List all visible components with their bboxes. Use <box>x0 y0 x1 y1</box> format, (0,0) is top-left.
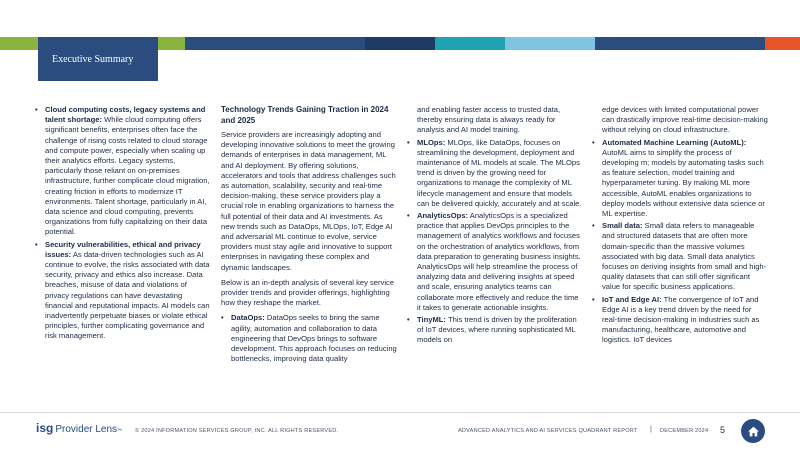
bullet-heading: Security vulnerabilities, ethical and privacy issues: <box>45 239 201 259</box>
logo-trademark: ™ <box>117 428 123 434</box>
logo-isg: isg <box>36 421 54 435</box>
bullet-heading: DataOps: <box>231 313 265 323</box>
color-segment <box>435 37 505 50</box>
footer-divider <box>0 412 800 413</box>
column-1 <box>35 105 211 344</box>
paragraph: Below is an in-depth analysis of several key service provider trends and provider offerings, highlighting how they reshape the market. <box>221 277 395 308</box>
bullet-analyticsops <box>407 211 583 313</box>
continued-text: and enabling faster access to trusted data, thereby ensuring data is always ready for analysis and AI model training. <box>417 105 561 135</box>
bullet-text: MLOps, like DataOps, focuses on streamlining the development, deployment and maintenance of ML models at scale. The MLOps trend is driven by the growing need for organizations to manage the complexity of ML lifecycle management and ensure that models can be delivered quickly, accurately and at scale. <box>417 137 582 208</box>
home-button[interactable] <box>741 419 765 443</box>
bullet-heading: Small data: <box>602 221 643 231</box>
bullet-heading: Cloud computing costs, legacy systems and talent shortage: <box>45 105 206 125</box>
column-3 <box>407 105 583 348</box>
bullet-small-data <box>592 221 768 292</box>
continued-text: edge devices with limited computational power can drastically improve real-time decision-making without relying on cloud infrastructure. <box>602 105 768 135</box>
bullet-mlops <box>407 138 583 209</box>
color-segment <box>505 37 595 50</box>
section-tab-label: Executive Summary <box>52 53 134 65</box>
bullet-heading: IoT and Edge AI: <box>602 294 662 304</box>
section-heading: Technology Trends Gaining Traction in 2024 and 2025 <box>221 105 389 125</box>
copyright-text: © 2024 INFORMATION SERVICES GROUP, INC. ALL RIGHTS RESERVED. <box>135 428 339 434</box>
page-number: 5 <box>720 425 726 435</box>
bullet-text: DataOps seeks to bring the same agility, automation and collaboration to data engineering that DevOps brings to software development. This approach focuses on reducing bottlenecks, improving data quality <box>231 313 397 364</box>
column-4 <box>592 105 768 348</box>
bullet-text: Small data refers to manageable and structured datasets that are often more domain-specific than the massive volumes associated with big data. Small data analytics focuses on deriving insights from small and high-quality datasets that can still offer significant value for specific business applications. <box>602 221 767 292</box>
color-segment <box>185 37 365 50</box>
bullet-tinyml <box>407 315 583 346</box>
bullet-cloud-costs <box>35 105 211 238</box>
home-icon <box>747 425 760 438</box>
report-date: DECEMBER 2024 <box>660 428 709 434</box>
color-segment <box>595 37 765 50</box>
bullet-text: This trend is driven by the proliferation of IoT devices, where running sophisticated ML models on <box>417 315 577 345</box>
paragraph: Service providers are increasingly adopting and developing innovative solutions to meet the growing demands of enterprises in data management, ML and AI deployment. By offering solutions, accelerators and tools that address challenges such as automation, scalability, security and real-time decision-making, these service providers play a crucial role in enabling organizations to harness the full potential of their data and AI investments. As new trends such as DataOps, MLOps, IoT, Edge AI and adversarial ML continue to evolve, service providers must stay agile and innovative to support enterprises in navigating these complex and dynamic landscapes. <box>221 130 396 272</box>
bullet-text: While cloud computing offers significant benefits, enterprises often face the challenge of rising costs related to cloud storage and compute power, especially when scaling up their analytics efforts. Legacy systems, particularly those reliant on on-premises infrastructure, further complicate cloud migration, creating friction in efforts to modernize IT environments. Talent shortage, particularly in AI, data science and cloud computing, prevents organizations from fully capitalizing on their data potential. <box>45 115 210 237</box>
color-segment <box>365 37 435 50</box>
bullet-text: AnalyticsOps is a specialized practice that applies DevOps principles to the management of analytics workflows and focuses on the orchestration of analytics workflows, from data preparation to generating business insights. AnalyticsOps will help streamline the process of analyzing data and delivering insights at speed and scale, ensuring analytics teams can collaborate more effectively and reduce the time it takes to generate actionable insights. <box>417 211 581 312</box>
column-2 <box>221 105 397 366</box>
bullet-security <box>35 240 211 342</box>
logo-provider-lens: Provider Lens <box>55 424 118 435</box>
isg-provider-lens-logo <box>36 421 122 435</box>
bullet-text: AutoML aims to simplify the process of developing m; models by automating tasks such as feature selection, model training and hyperparameter tuning. By making ML more accessible, AutoML enables organizations to deploy models without extensive data science or ML expertise. <box>602 147 765 219</box>
bullet-automl <box>592 138 768 220</box>
bullet-heading: Automated Machine Learning (AutoML): <box>602 137 747 147</box>
report-title: ADVANCED ANALYTICS AND AI SERVICES QUADRANT REPORT <box>458 428 638 434</box>
bullet-heading: MLOps: <box>417 137 446 147</box>
footer-separator: | <box>650 426 652 433</box>
bullet-text: As data-driven technologies such as AI continue to evolve, the risks associated with data security, privacy and ethics also increase. Data breaches, misuse of data and violations of privacy regulations can have devastating financial and reputational impacts. AI models can inadvertently perpetuate biases or violate ethical principles, further complicating governance and risk management. <box>45 249 210 341</box>
bullet-heading: TinyML: <box>417 315 446 325</box>
color-segment <box>765 37 800 50</box>
bullet-iot-edge-ai <box>592 295 768 346</box>
section-tab[interactable] <box>38 37 158 81</box>
bullet-heading: AnalyticsOps: <box>417 211 469 221</box>
bullet-dataops <box>221 313 397 364</box>
footer <box>0 416 800 450</box>
bullet-text: The convergence of IoT and Edge AI is a key trend driven by the need for real-time decision-making in industries such as manufacturing, healthcare, automotive and logistics. IoT devices <box>602 294 760 345</box>
